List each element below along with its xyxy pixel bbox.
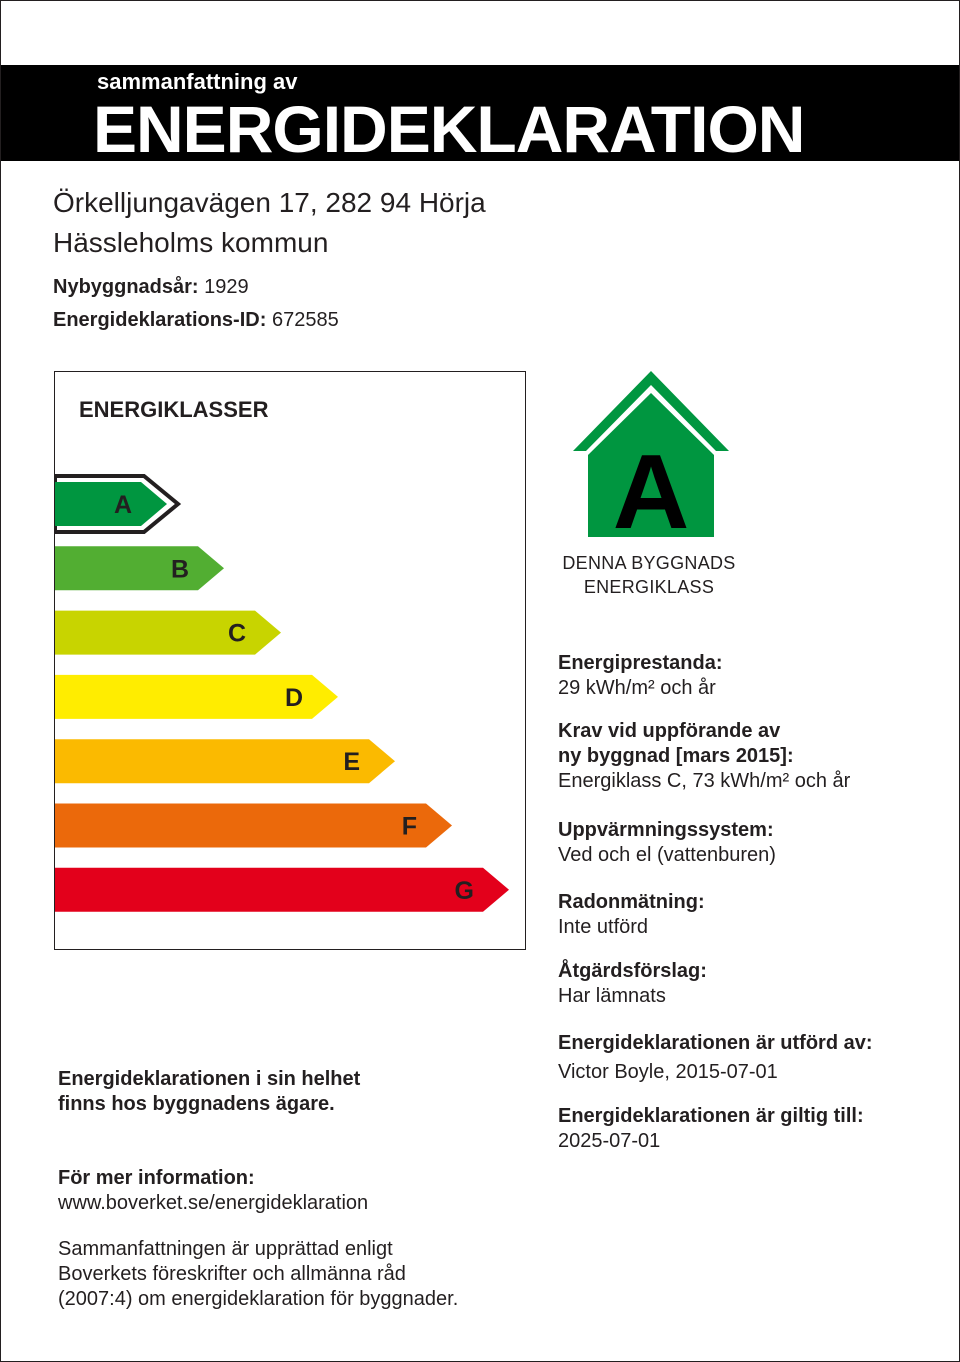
energy-class-label-g: G	[454, 876, 474, 905]
energy-classes-title: ENERGIKLASSER	[79, 397, 269, 422]
energy-class-label-a: A	[113, 491, 132, 519]
valid-until	[558, 1104, 864, 1154]
radon-value: Inte utförd	[558, 916, 649, 938]
energy-class-bar-b	[55, 546, 224, 590]
valid-until-value: 2025-07-01	[558, 1130, 661, 1152]
declaration-id-label: Energideklarations-ID:	[53, 309, 267, 331]
legal-line-2: Boverkets föreskrifter och allmänna råd	[58, 1263, 406, 1285]
new-build-requirement	[558, 719, 850, 794]
owner-note-line-1: Energideklarationen i sin helhet	[58, 1068, 361, 1090]
requirement-label-1: Krav vid uppförande av	[558, 720, 781, 742]
heating-system	[558, 818, 776, 868]
owner-note-line-2: finns hos byggnadens ägare.	[58, 1093, 335, 1115]
energy-class-label-f: F	[401, 812, 417, 841]
energy-class-bar-c	[55, 611, 281, 655]
more-info	[58, 1166, 368, 1216]
owner-note	[58, 1067, 360, 1117]
caption-line-2: ENERGIKLASS	[583, 577, 715, 597]
declaration-id-row	[53, 309, 339, 332]
header-subtitle: sammanfattning av	[97, 69, 298, 94]
energy-class-bar-f	[55, 804, 452, 848]
energy-class-label-e: E	[343, 748, 360, 777]
property-municipality: Hässleholms kommun	[53, 227, 329, 258]
legal-note	[58, 1237, 458, 1312]
more-info-label: För mer information:	[58, 1167, 255, 1189]
valid-until-label: Energideklarationen är giltig till:	[558, 1105, 864, 1127]
measures-proposal	[558, 959, 707, 1009]
header-banner	[1, 65, 959, 166]
energy-classes-panel	[54, 371, 526, 950]
performed-by-value: Victor Boyle, 2015-07-01	[558, 1061, 778, 1083]
house-rating-letter: A	[612, 433, 690, 545]
declaration-id-value: 672585	[271, 309, 339, 331]
house-rating-icon	[561, 365, 741, 545]
performed-by	[558, 1031, 873, 1085]
measures-value: Har lämnats	[558, 985, 666, 1007]
energy-class-label-c: C	[227, 619, 246, 648]
build-year-label: Nybyggnadsår:	[53, 276, 199, 298]
measures-label: Åtgärdsförslag:	[558, 960, 707, 982]
heating-value: Ved och el (vattenburen)	[558, 844, 776, 866]
performed-by-label: Energideklarationen är utförd av:	[558, 1032, 873, 1054]
requirement-value: Energiklass C, 73 kWh/m² och år	[558, 770, 851, 792]
build-year-value: 1929	[204, 276, 249, 298]
property-address: Örkelljungavägen 17, 282 94 Hörja	[53, 187, 486, 218]
energy-class-scale	[55, 372, 525, 949]
more-info-link[interactable]: www.boverket.se/energideklaration	[58, 1192, 369, 1214]
requirement-label-2: ny byggnad [mars 2015]:	[558, 745, 794, 767]
energy-performance	[558, 651, 722, 701]
energy-class-label-d: D	[284, 683, 303, 712]
energy-performance-value: 29 kWh/m² och år	[558, 677, 716, 699]
radon-measurement	[558, 890, 705, 940]
build-year-row	[53, 276, 249, 299]
legal-line-1: Sammanfattningen är upprättad enligt	[58, 1238, 393, 1260]
energy-class-label-b: B	[170, 555, 189, 584]
radon-label: Radonmätning:	[558, 891, 705, 913]
header-title: ENERGIDEKLARATION	[93, 92, 805, 166]
energy-class-bar-g	[55, 868, 509, 912]
energy-performance-label: Energiprestanda:	[558, 652, 723, 674]
caption-line-1: DENNA BYGGNADS	[562, 553, 736, 573]
legal-line-3: (2007:4) om energideklaration för byggnader.	[58, 1288, 459, 1310]
heating-label: Uppvärmningssystem:	[558, 819, 774, 841]
house-rating-caption	[559, 551, 739, 599]
